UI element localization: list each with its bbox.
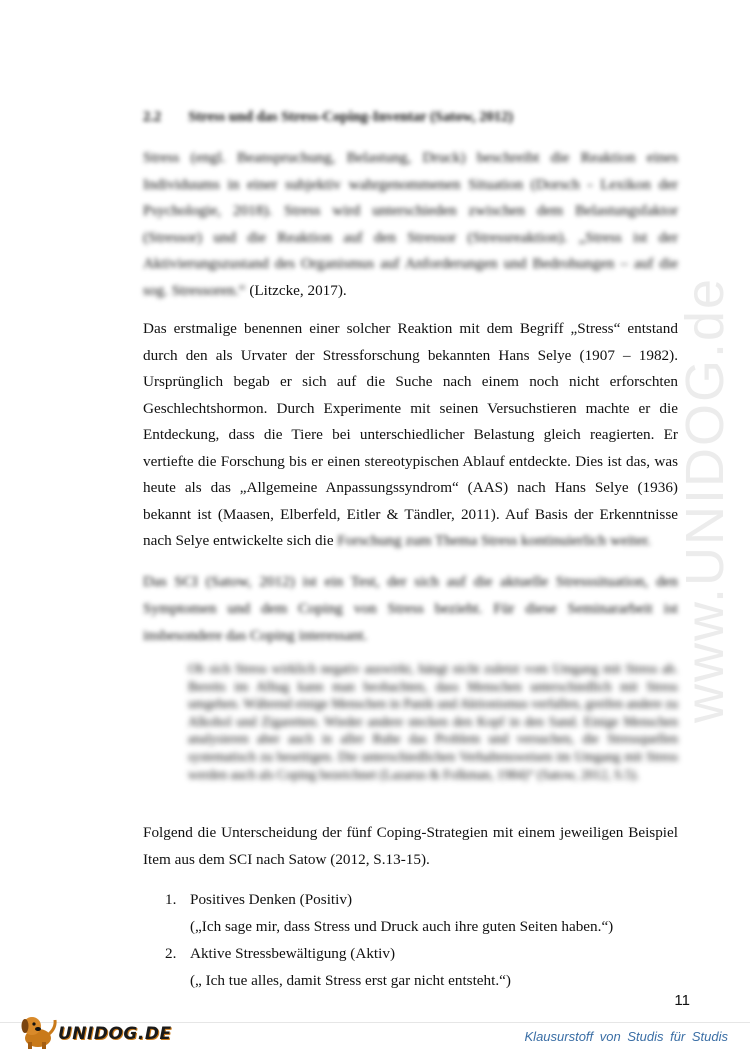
- paragraph-4: Folgend die Unterscheidung der fünf Coping-Strategien mit einem jeweiligen Beispiel Item aus dem SCI nach Satow (2012, S.13-15).: [143, 824, 678, 868]
- section-title: Stress und das Stress-Coping-Inventar (Satow, 2012): [188, 109, 514, 125]
- section-number: 2.2: [143, 109, 162, 125]
- footer-tagline: Klausurstoff von Studis für Studis: [524, 1029, 728, 1044]
- list-item-label: Aktive Stressbewältigung (Aktiv): [190, 945, 396, 962]
- paragraph-1-blurred: Stress (engl. Beanspruchung, Belastung, Druck) beschreibt die Reaktion eines Individuums in einer subjektiv wahrgenommenen Situation (Dorsch - Lexikon der Psychologie, 2018). Stress wird unterschieden zwischen dem Belastungsfaktor (Stressor) und die Reaktion auf den Stressor (Stressreaktion). „Stress ist der Aktivierungszustand des Organismus auf Anforderungen und Bedrohungen – auf die sog. Stressoren.“: [143, 149, 678, 299]
- paragraph-3: Das SCI (Satow, 2012) ist ein Test, der sich auf die aktuelle Stresssituation, den Symptomen und dem Coping von Stress bezieht. Für diese Seminararbeit ist insbesondere das Coping interessant.: [143, 573, 678, 644]
- paragraph-2: [143, 316, 678, 555]
- list-item-example: („Ich sage mir, dass Stress und Druck auch ihre guten Seiten haben.“): [190, 918, 614, 935]
- page-number: 11: [674, 992, 690, 1009]
- list-item-label: Positives Denken (Positiv): [190, 891, 352, 908]
- paragraph-2-text: Das erstmalige benennen einer solcher Reaktion mit dem Begriff „Stress“ entstand durch den als Urvater der Stressforschung bekannten Hans Selye (1907 – 1982). Ursprünglich begab er sich auf die Suche nach einem noch nicht erforschten Geschlechtshormon. Durch Experimente mit seinen Versuchstieren machte er die Entdeckung, dass die Tiere bei unterschiedlicher Belastung gleich reagierten. Er vertiefte die Forschung bis er einen stereotypischen Ablauf entdeckte. Dies ist das, was heute als das „Allgemeine Anpassungssyndrom“ (AAS) nach Hans Selye (1936) bekannt ist (Maasen, Elberfeld, Eitler & Tändler, 2011). Auf Basis der Erkenntnisse nach Selye entwickelte sich die: [143, 320, 678, 549]
- list-item-example: („ Ich tue alles, damit Stress erst gar nicht entsteht.“): [190, 972, 511, 989]
- paragraph-2-blurred-end: Forschung zum Thema Stress kontinuierlich weiter.: [337, 532, 651, 549]
- list-item-number: 2.: [165, 945, 177, 962]
- paragraph-1: [143, 145, 678, 304]
- block-quote: Ob sich Stress wirklich negativ auswirkt, hängt nicht zuletzt vom Umgang mit Stress ab. Bereits im Alltag kann man beobachten, dass Menschen unterschiedlich mit Stress umgehen. Während einige Menschen in Panik und Aktionismus verfallen, greifen andere zu Alkohol und Zigaretten. Wieder andere stecken den Kopf in den Sand. Einige Menschen analysieren aber auch in aller Ruhe das Problem und versuchen, die Stressquellen systematisch zu beseitigen. Die unterschiedlichen Verhaltensweisen im Umgang mit Stress werden auch als Coping bezeichnet (Lazarus & Folkman, 1984)“ (Satow, 2012, S.5).: [188, 661, 678, 782]
- list-item: [165, 940, 685, 967]
- dog-mascot-icon: [18, 1010, 60, 1050]
- logo-text: UNIDOG.DE: [58, 1024, 172, 1044]
- list-item-number: 1.: [165, 891, 177, 908]
- unidog-logo[interactable]: [18, 1010, 172, 1050]
- watermark-text: www.UNIDOG.de: [675, 276, 735, 724]
- section-heading: [143, 108, 663, 126]
- coping-strategy-list: [165, 886, 685, 994]
- paragraph-1-citation: (Litzcke, 2017).: [249, 281, 347, 299]
- list-item: [165, 886, 685, 913]
